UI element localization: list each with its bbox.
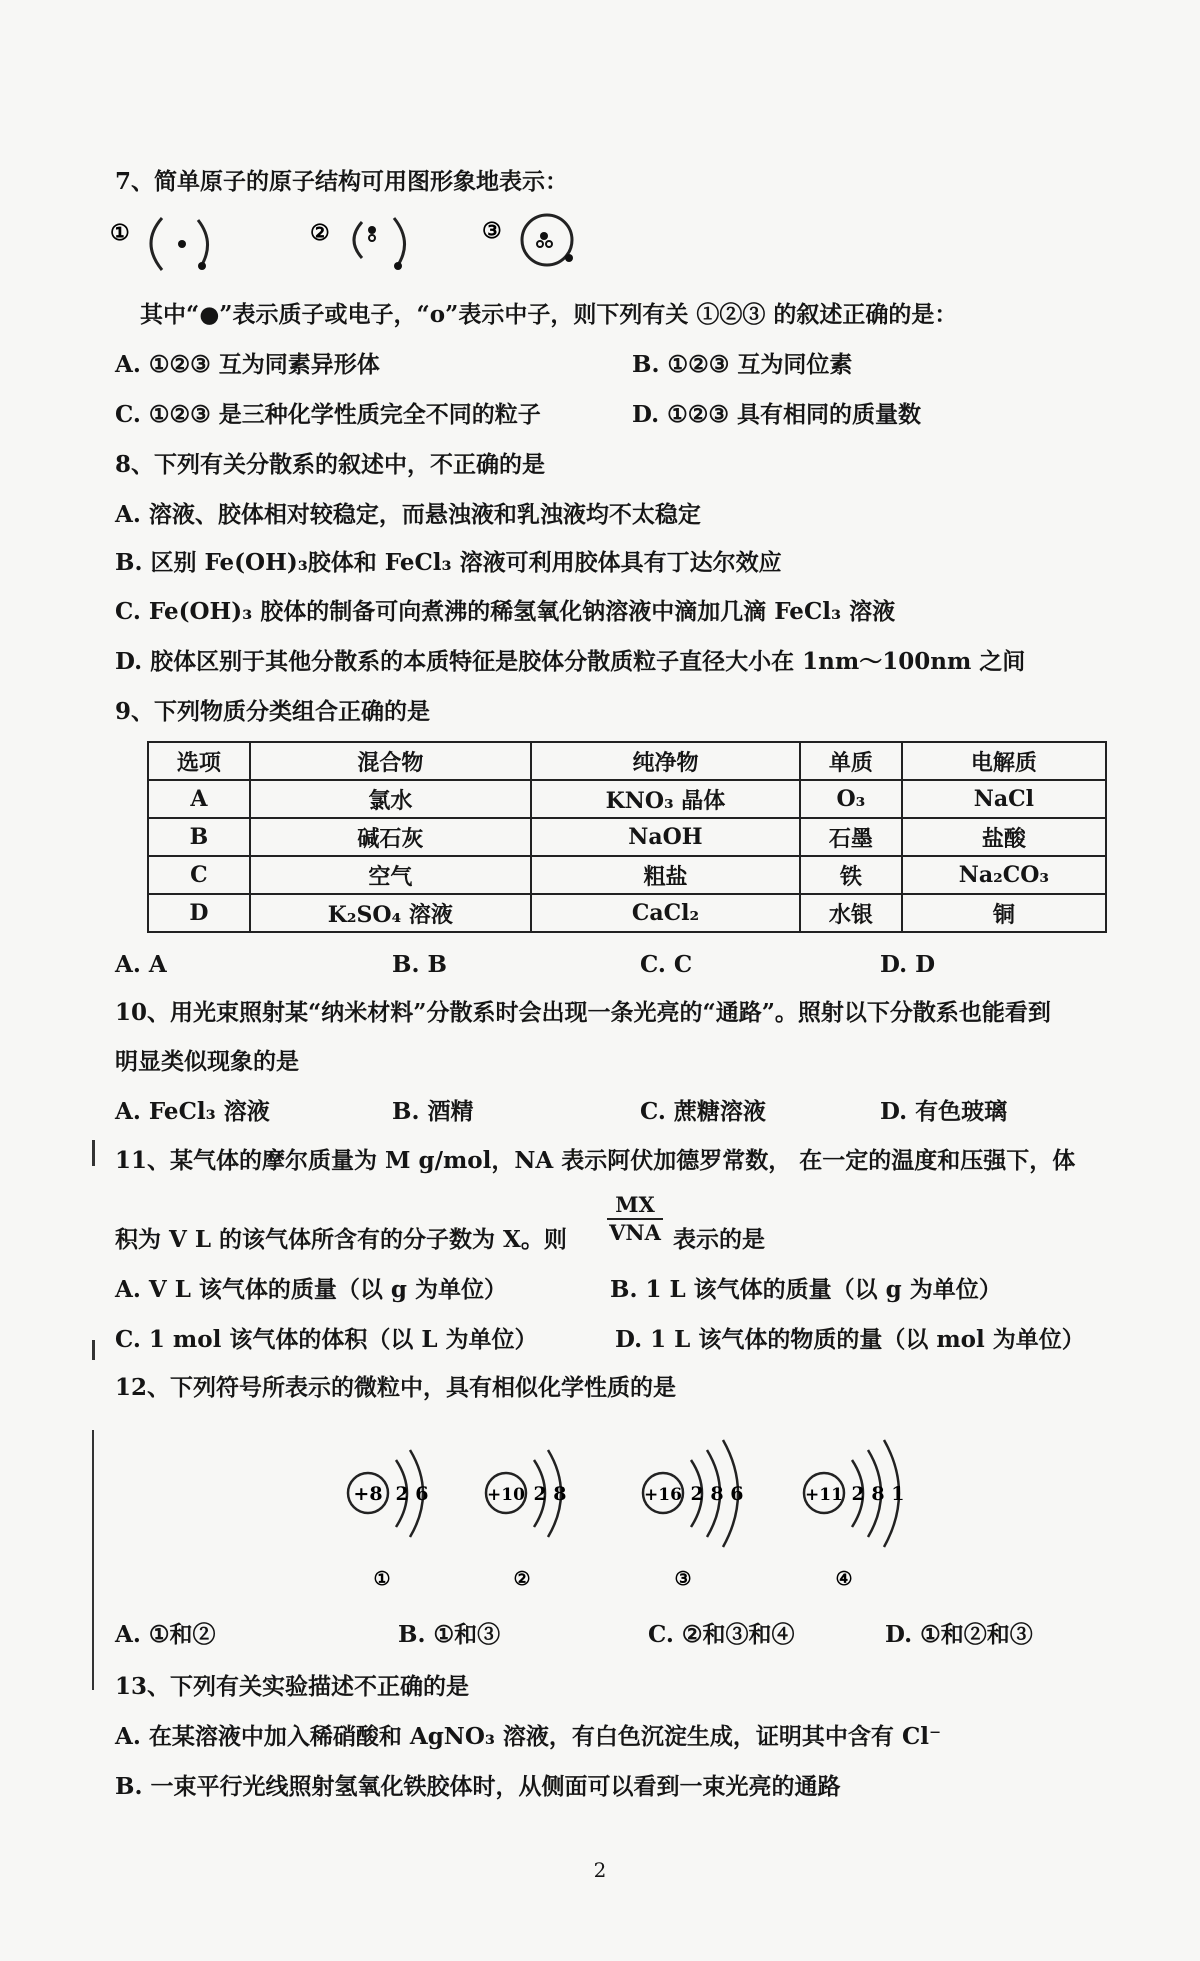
q13-stem: 13、下列有关实验描述不正确的是 [115, 1673, 470, 1700]
cell: 铜 [902, 894, 1106, 932]
particle-3-shells: 2 8 6 [690, 1483, 744, 1505]
atom-1-label: ① [110, 220, 130, 246]
q12-option-d: D. ①和②和③ [885, 1621, 1033, 1648]
particle-2-label: ② [513, 1568, 531, 1590]
binding-margin-mark [92, 1140, 95, 1166]
q7-atom-diagrams [110, 208, 630, 278]
q7-description: 其中“●”表示质子或电子，“o”表示中子，则下列有关 ①②③ 的叙述正确的是： [140, 301, 958, 328]
q7-option-b: B. ①②③ 互为同位素 [632, 351, 853, 378]
cell: Na₂CO₃ [902, 856, 1106, 894]
cell: 粗盐 [531, 856, 800, 894]
q13-option-a: A. 在某溶液中加入稀硝酸和 AgNO₃ 溶液，有白色沉淀生成，证明其中含有 Cl⁻ [115, 1723, 942, 1750]
atom-1 [110, 218, 208, 270]
cell: 水银 [800, 894, 902, 932]
q10-stem-line1: 10、用光束照射某“纳米材料”分散系时会出现一条光亮的“通路”。照射以下分散系也能看到 [115, 999, 1051, 1026]
q9-option-d: D. D [880, 951, 936, 978]
atom-3-label: ③ [482, 218, 502, 244]
q10-option-b: B. 酒精 [392, 1098, 474, 1125]
particle-4 [804, 1440, 904, 1590]
q11-option-d: D. 1 L 该气体的物质的量（以 mol 为单位） [615, 1326, 1085, 1353]
particle-2-nucleus: +10 [487, 1485, 525, 1505]
q8-option-d: D. 胶体区别于其他分散系的本质特征是胶体分散质粒子直径大小在 1nm～100nm 之间 [115, 648, 1026, 675]
q11-fraction [607, 1192, 663, 1246]
cell: 盐酸 [902, 818, 1106, 856]
particle-3-nucleus: +16 [644, 1485, 682, 1505]
table-row [148, 818, 1106, 856]
particle-4-nucleus: +11 [805, 1485, 843, 1505]
cell: 空气 [250, 856, 531, 894]
binding-margin-mark [92, 1340, 95, 1360]
q9-option-a: A. A [115, 951, 167, 978]
cell: A [148, 780, 250, 818]
particle-4-label: ④ [835, 1568, 853, 1590]
cell: KNO₃ 晶体 [531, 780, 800, 818]
particle-1-label: ① [373, 1568, 391, 1590]
q10-option-a: A. FeCl₃ 溶液 [115, 1098, 270, 1125]
atom-2-label: ② [310, 220, 330, 246]
q9-stem: 9、下列物质分类组合正确的是 [115, 698, 431, 725]
cell: CaCl₂ [531, 894, 800, 932]
q8-option-a: A. 溶液、胶体相对较稳定，而悬浊液和乳浊液均不太稳定 [115, 501, 701, 528]
classification-table [147, 741, 1107, 933]
particle-3-label: ③ [674, 1568, 692, 1590]
cell: NaCl [902, 780, 1106, 818]
atom-3 [482, 215, 573, 265]
q12-option-b: B. ①和③ [398, 1621, 501, 1648]
q10-stem-line2: 明显类似现象的是 [115, 1048, 299, 1075]
q10-option-d: D. 有色玻璃 [880, 1098, 1008, 1125]
header-pure: 纯净物 [531, 742, 800, 780]
q7-option-c: C. ①②③ 是三种化学性质完全不同的粒子 [115, 401, 541, 428]
q8-option-c: C. Fe(OH)₃ 胶体的制备可向煮沸的稀氢氧化钠溶液中滴加几滴 FeCl₃ 溶液 [115, 598, 896, 625]
fraction-numerator: MX [615, 1192, 655, 1217]
table-row [148, 780, 1106, 818]
table-row [148, 856, 1106, 894]
q10-option-c: C. 蔗糖溶液 [640, 1098, 766, 1125]
cell: O₃ [800, 780, 902, 818]
q12-atomic-structure-diagrams [330, 1415, 930, 1605]
table-header-row [148, 742, 1106, 780]
q11-option-c: C. 1 mol 该气体的体积（以 L 为单位） [115, 1326, 538, 1353]
particle-1 [348, 1450, 429, 1590]
q12-option-c: C. ②和③和④ [648, 1621, 795, 1648]
particle-1-shells: 2 6 [395, 1483, 429, 1505]
q7-option-d: D. ①②③ 具有相同的质量数 [632, 401, 922, 428]
cell: NaOH [531, 818, 800, 856]
q11-stem-line1: 11、某气体的摩尔质量为 M g/mol，NA 表示阿伏加德罗常数， 在一定的温度和压强下，体 [115, 1147, 1076, 1174]
q8-stem: 8、下列有关分散系的叙述中，不正确的是 [115, 451, 546, 478]
header-electrolyte: 电解质 [902, 742, 1106, 780]
cell: 石墨 [800, 818, 902, 856]
header-element: 单质 [800, 742, 902, 780]
q7-option-a: A. ①②③ 互为同素异形体 [115, 351, 380, 378]
q11-option-b: B. 1 L 该气体的质量（以 g 为单位） [610, 1276, 1002, 1303]
binding-margin-mark [92, 1430, 94, 1690]
particle-4-shells: 2 8 1 [851, 1483, 905, 1505]
particle-3 [643, 1440, 743, 1590]
cell: 氯水 [250, 780, 531, 818]
header-mixture: 混合物 [250, 742, 531, 780]
cell: K₂SO₄ 溶液 [250, 894, 531, 932]
cell: B [148, 818, 250, 856]
cell: C [148, 856, 250, 894]
particle-2 [486, 1450, 567, 1590]
header-option: 选项 [148, 742, 250, 780]
particle-1-nucleus: +8 [353, 1483, 383, 1505]
atom-2 [310, 218, 405, 270]
page-number: 2 [593, 1858, 607, 1882]
q13-option-b: B. 一束平行光线照射氢氧化铁胶体时，从侧面可以看到一束光亮的通路 [115, 1773, 841, 1800]
q11-stem-line2b: 表示的是 [673, 1226, 765, 1253]
cell: 碱石灰 [250, 818, 531, 856]
cell: D [148, 894, 250, 932]
q9-option-c: C. C [640, 951, 693, 978]
cell: 铁 [800, 856, 902, 894]
particle-2-shells: 2 8 [533, 1483, 567, 1505]
table-row [148, 894, 1106, 932]
q9-option-b: B. B [392, 951, 447, 978]
q12-option-a: A. ①和② [115, 1621, 216, 1648]
fraction-denominator: VNA [607, 1218, 663, 1246]
q12-stem: 12、下列符号所表示的微粒中，具有相似化学性质的是 [115, 1374, 677, 1401]
q8-option-b: B. 区别 Fe(OH)₃胶体和 FeCl₃ 溶液可利用胶体具有丁达尔效应 [115, 549, 782, 576]
q7-stem: 7、简单原子的原子结构可用图形象地表示： [115, 168, 569, 195]
q11-option-a: A. V L 该气体的质量（以 g 为单位） [115, 1276, 507, 1303]
q11-stem-line2a: 积为 V L 的该气体所含有的分子数为 X。则 [115, 1226, 567, 1253]
